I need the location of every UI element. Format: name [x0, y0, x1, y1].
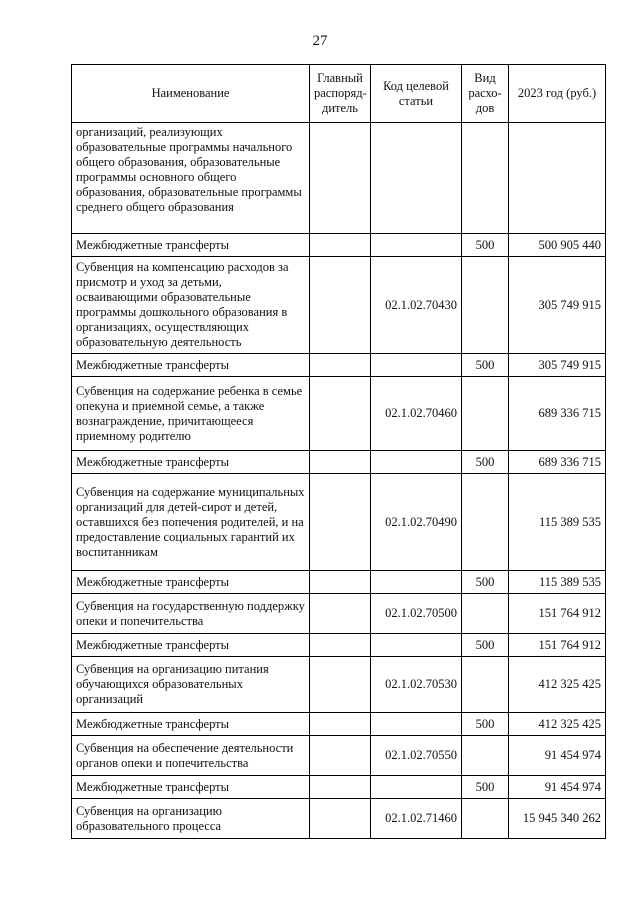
- cell-main-manager: [310, 713, 371, 736]
- cell-name: Субвенция на содержание ребенка в семье опекуна и приемной семье, а также вознаграждение, причитающееся приемному родителю: [72, 377, 310, 451]
- table-row: [72, 571, 606, 594]
- cell-amount: [509, 123, 606, 234]
- cell-target-code: [371, 713, 462, 736]
- cell-expense-type: 500: [462, 234, 509, 257]
- cell-expense-type: [462, 736, 509, 776]
- header-target-code: Код целевой статьи: [371, 65, 462, 123]
- cell-target-code: 02.1.02.71460: [371, 799, 462, 839]
- cell-main-manager: [310, 234, 371, 257]
- cell-target-code: [371, 634, 462, 657]
- cell-expense-type: [462, 474, 509, 571]
- cell-target-code: 02.1.02.70430: [371, 257, 462, 354]
- table-row: [72, 657, 606, 713]
- cell-main-manager: [310, 377, 371, 451]
- cell-target-code: [371, 234, 462, 257]
- header-name: Наименование: [72, 65, 310, 123]
- table-row: [72, 234, 606, 257]
- cell-target-code: 02.1.02.70500: [371, 594, 462, 634]
- cell-expense-type: 500: [462, 776, 509, 799]
- cell-amount: 500 905 440: [509, 234, 606, 257]
- cell-target-code: 02.1.02.70460: [371, 377, 462, 451]
- table-row: [72, 377, 606, 451]
- table-header-row: [72, 65, 606, 123]
- cell-target-code: 02.1.02.70530: [371, 657, 462, 713]
- table-row: [72, 451, 606, 474]
- cell-amount: 412 325 425: [509, 657, 606, 713]
- page-number: 27: [312, 33, 328, 49]
- table-row: [72, 354, 606, 377]
- cell-main-manager: [310, 571, 371, 594]
- header-main-manager: Главный распоряд-дитель: [310, 65, 371, 123]
- cell-expense-type: 500: [462, 634, 509, 657]
- cell-main-manager: [310, 474, 371, 571]
- cell-name: организаций, реализующих образовательные программы начального общего образования, образовательные программы основного общего образования, образовательные программы среднего общего образования: [72, 123, 310, 234]
- table-row: [72, 776, 606, 799]
- cell-expense-type: 500: [462, 571, 509, 594]
- cell-amount: 115 389 535: [509, 474, 606, 571]
- cell-target-code: [371, 354, 462, 377]
- cell-expense-type: [462, 123, 509, 234]
- cell-main-manager: [310, 776, 371, 799]
- header-amount-2023: 2023 год (руб.): [509, 65, 606, 123]
- cell-name: Межбюджетные трансферты: [72, 634, 310, 657]
- cell-main-manager: [310, 736, 371, 776]
- cell-expense-type: [462, 799, 509, 839]
- cell-name: Межбюджетные трансферты: [72, 713, 310, 736]
- cell-name: Субвенция на содержание муниципальных организаций для детей-сирот и детей, оставшихся без попечения родителей, и на предоставление социальных гарантий их воспитанникам: [72, 474, 310, 571]
- cell-amount: 151 764 912: [509, 634, 606, 657]
- cell-amount: 305 749 915: [509, 354, 606, 377]
- table-row: [72, 474, 606, 571]
- table-row: [72, 634, 606, 657]
- cell-amount: 689 336 715: [509, 451, 606, 474]
- cell-expense-type: 500: [462, 713, 509, 736]
- cell-name: Субвенция на организацию питания обучающихся образовательных организаций: [72, 657, 310, 713]
- cell-main-manager: [310, 257, 371, 354]
- table-row: [72, 736, 606, 776]
- cell-expense-type: 500: [462, 451, 509, 474]
- cell-name: Межбюджетные трансферты: [72, 354, 310, 377]
- cell-main-manager: [310, 799, 371, 839]
- cell-name: Межбюджетные трансферты: [72, 234, 310, 257]
- cell-amount: 91 454 974: [509, 776, 606, 799]
- cell-main-manager: [310, 354, 371, 377]
- cell-main-manager: [310, 451, 371, 474]
- table-row: [72, 123, 606, 234]
- cell-amount: 151 764 912: [509, 594, 606, 634]
- cell-expense-type: [462, 377, 509, 451]
- cell-amount: 689 336 715: [509, 377, 606, 451]
- table-row: [72, 257, 606, 354]
- cell-name: Субвенция на государственную поддержку опеки и попечительства: [72, 594, 310, 634]
- cell-main-manager: [310, 123, 371, 234]
- cell-amount: 91 454 974: [509, 736, 606, 776]
- table-row: [72, 799, 606, 839]
- cell-expense-type: [462, 257, 509, 354]
- budget-table: [71, 64, 606, 839]
- cell-target-code: 02.1.02.70550: [371, 736, 462, 776]
- cell-amount: 115 389 535: [509, 571, 606, 594]
- cell-expense-type: 500: [462, 354, 509, 377]
- cell-target-code: [371, 451, 462, 474]
- cell-main-manager: [310, 594, 371, 634]
- table-row: [72, 594, 606, 634]
- cell-expense-type: [462, 594, 509, 634]
- cell-name: Межбюджетные трансферты: [72, 451, 310, 474]
- cell-target-code: [371, 776, 462, 799]
- cell-target-code: [371, 571, 462, 594]
- cell-target-code: [371, 123, 462, 234]
- cell-name: Субвенция на организацию образовательного процесса: [72, 799, 310, 839]
- header-expense-type: Вид расхо-дов: [462, 65, 509, 123]
- table-row: [72, 713, 606, 736]
- cell-target-code: 02.1.02.70490: [371, 474, 462, 571]
- cell-amount: 305 749 915: [509, 257, 606, 354]
- cell-main-manager: [310, 634, 371, 657]
- cell-amount: 15 945 340 262: [509, 799, 606, 839]
- cell-expense-type: [462, 657, 509, 713]
- cell-name: Межбюджетные трансферты: [72, 571, 310, 594]
- cell-name: Межбюджетные трансферты: [72, 776, 310, 799]
- cell-amount: 412 325 425: [509, 713, 606, 736]
- cell-main-manager: [310, 657, 371, 713]
- cell-name: Субвенция на компенсацию расходов за присмотр и уход за детьми, осваивающими образовательные программы дошкольного образования в организациях, осуществляющих образовательную деятельность: [72, 257, 310, 354]
- cell-name: Субвенция на обеспечение деятельности органов опеки и попечительства: [72, 736, 310, 776]
